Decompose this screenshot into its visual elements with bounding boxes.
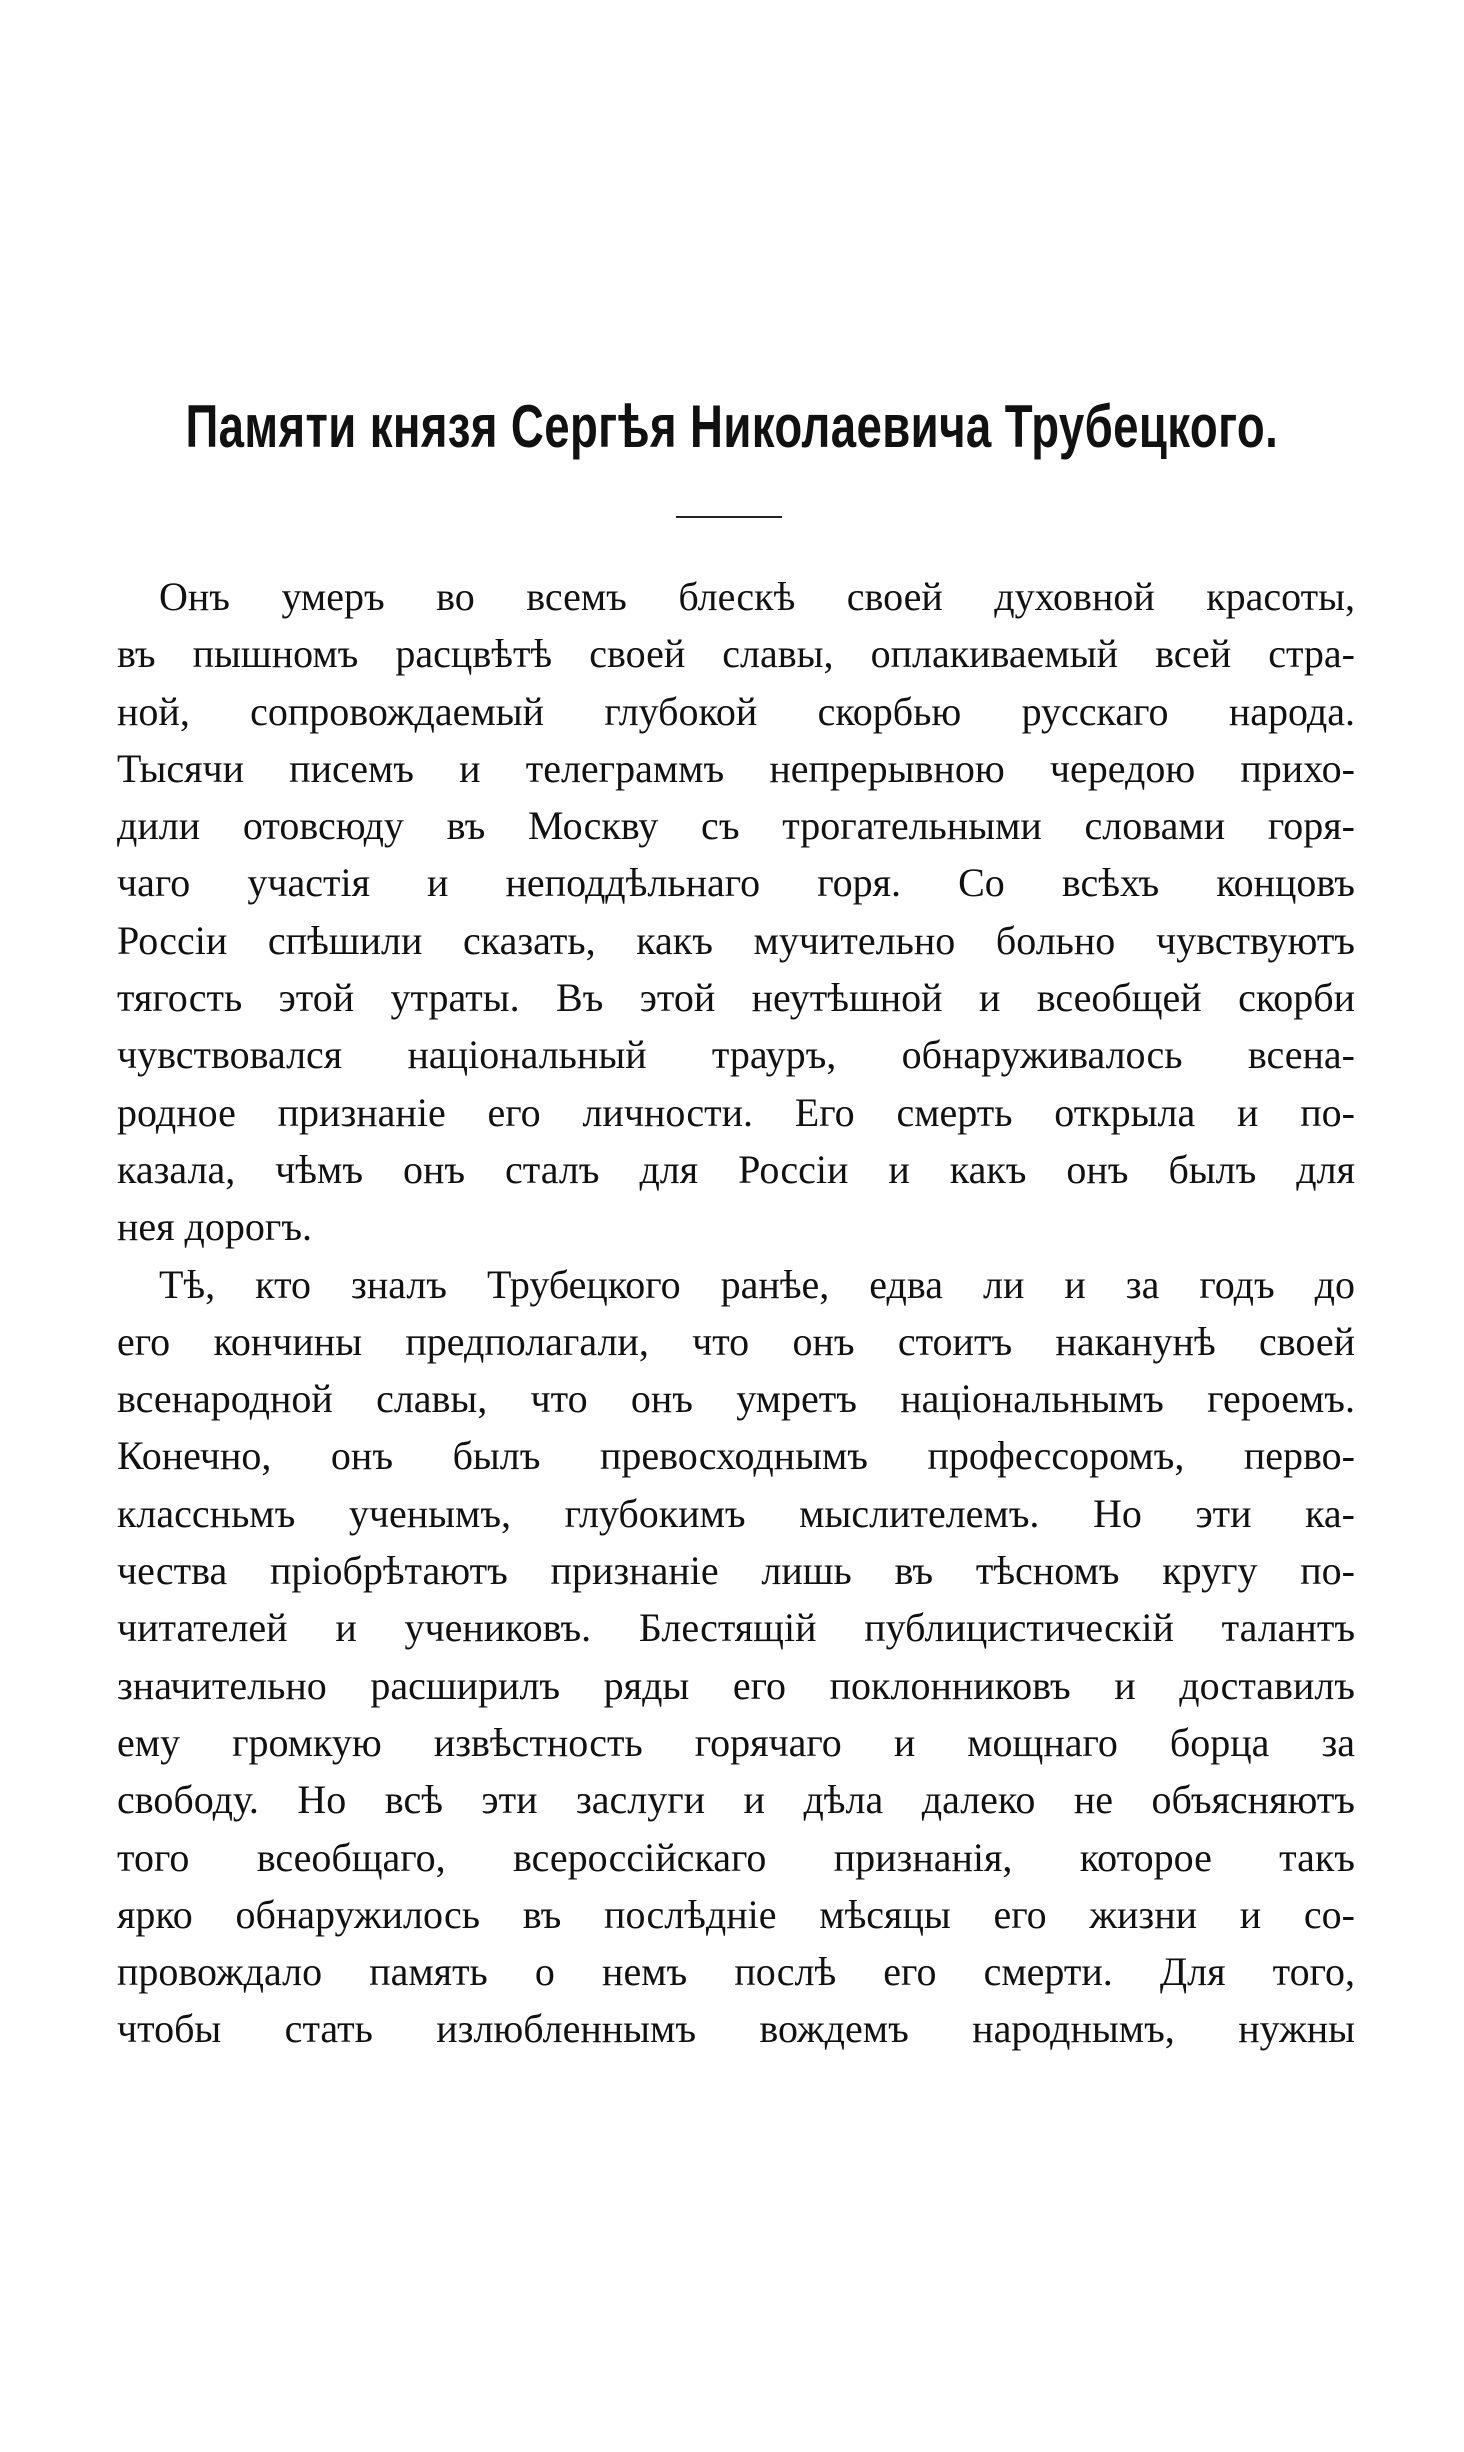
text-line: Россіи спѣшили сказать, какъ мучительно больно чувствуютъ	[117, 917, 1355, 963]
text-line: чества пріобрѣтаютъ признаніе лишь въ тѣсномъ кругу по-	[117, 1548, 1355, 1594]
title-container	[0, 392, 1464, 461]
text-line: значительно расширилъ ряды его поклонниковъ и доставилъ	[117, 1662, 1355, 1708]
text-line: казала, чѣмъ онъ сталъ для Россіи и какъ онъ былъ для	[117, 1146, 1355, 1192]
text-line: провождало память о немъ послѣ его смерти. Для того,	[117, 1949, 1355, 1995]
text-line: ярко обнаружилось въ послѣдніе мѣсяцы его жизни и со-	[117, 1891, 1355, 1937]
text-line: свободу. Но всѣ эти заслуги и дѣла далеко не объясняютъ	[117, 1777, 1355, 1823]
title-divider	[676, 516, 782, 518]
text-line: Тѣ, кто зналъ Трубецкого ранѣе, едва ли и за годъ до	[159, 1261, 1355, 1307]
text-line: всенародной славы, что онъ умретъ національнымъ героемъ.	[117, 1376, 1355, 1422]
text-line: тягость этой утраты. Въ этой неутѣшной и всеобщей скорби	[117, 975, 1355, 1021]
text-line: родное признаніе его личности. Его смерть открыла и по-	[117, 1089, 1355, 1135]
text-line: Онъ умеръ во всемъ блескѣ своей духовной красоты,	[159, 574, 1355, 619]
text-line: чувствовался національный трауръ, обнаруживалось всена-	[117, 1032, 1355, 1078]
text-line: Конечно, онъ былъ превосходнымъ профессоромъ, перво-	[117, 1433, 1355, 1479]
text-line: въ пышномъ расцвѣтѣ своей славы, оплакиваемый всей стра-	[117, 631, 1355, 677]
page-title: Памяти князя Сергѣя Николаевича Трубецкого.	[185, 393, 1279, 460]
text-line: читателей и учениковъ. Блестящій публицистическій талантъ	[117, 1605, 1355, 1651]
paragraph	[117, 568, 1355, 1256]
paragraph	[117, 1256, 1355, 2058]
text-line: чтобы стать излюбленнымъ вождемъ народнымъ, нужны	[117, 2006, 1355, 2052]
text-line: ной, сопровождаемый глубокой скорбью русскаго народа.	[117, 688, 1355, 734]
body-text	[117, 568, 1355, 2058]
text-line: нея дорогъ.	[117, 1204, 312, 1250]
text-line: классньмъ ученымъ, глубокимъ мыслителемъ. Но эти ка-	[117, 1490, 1355, 1536]
text-line: чаго участія и неподдѣльнаго горя. Со всѣхъ концовъ	[117, 860, 1355, 906]
text-line: его кончины предполагали, что онъ стоитъ наканунѣ своей	[117, 1318, 1355, 1364]
text-line: дили отовсюду въ Москву съ трогательными словами горя-	[117, 803, 1355, 849]
text-line: того всеобщаго, всероссійскаго признанія, которое такъ	[117, 1834, 1355, 1880]
text-line: ему громкую извѣстность горячаго и мощнаго борца за	[117, 1719, 1355, 1765]
text-line: Тысячи писемъ и телеграммъ непрерывною чередою прихо-	[117, 745, 1355, 791]
